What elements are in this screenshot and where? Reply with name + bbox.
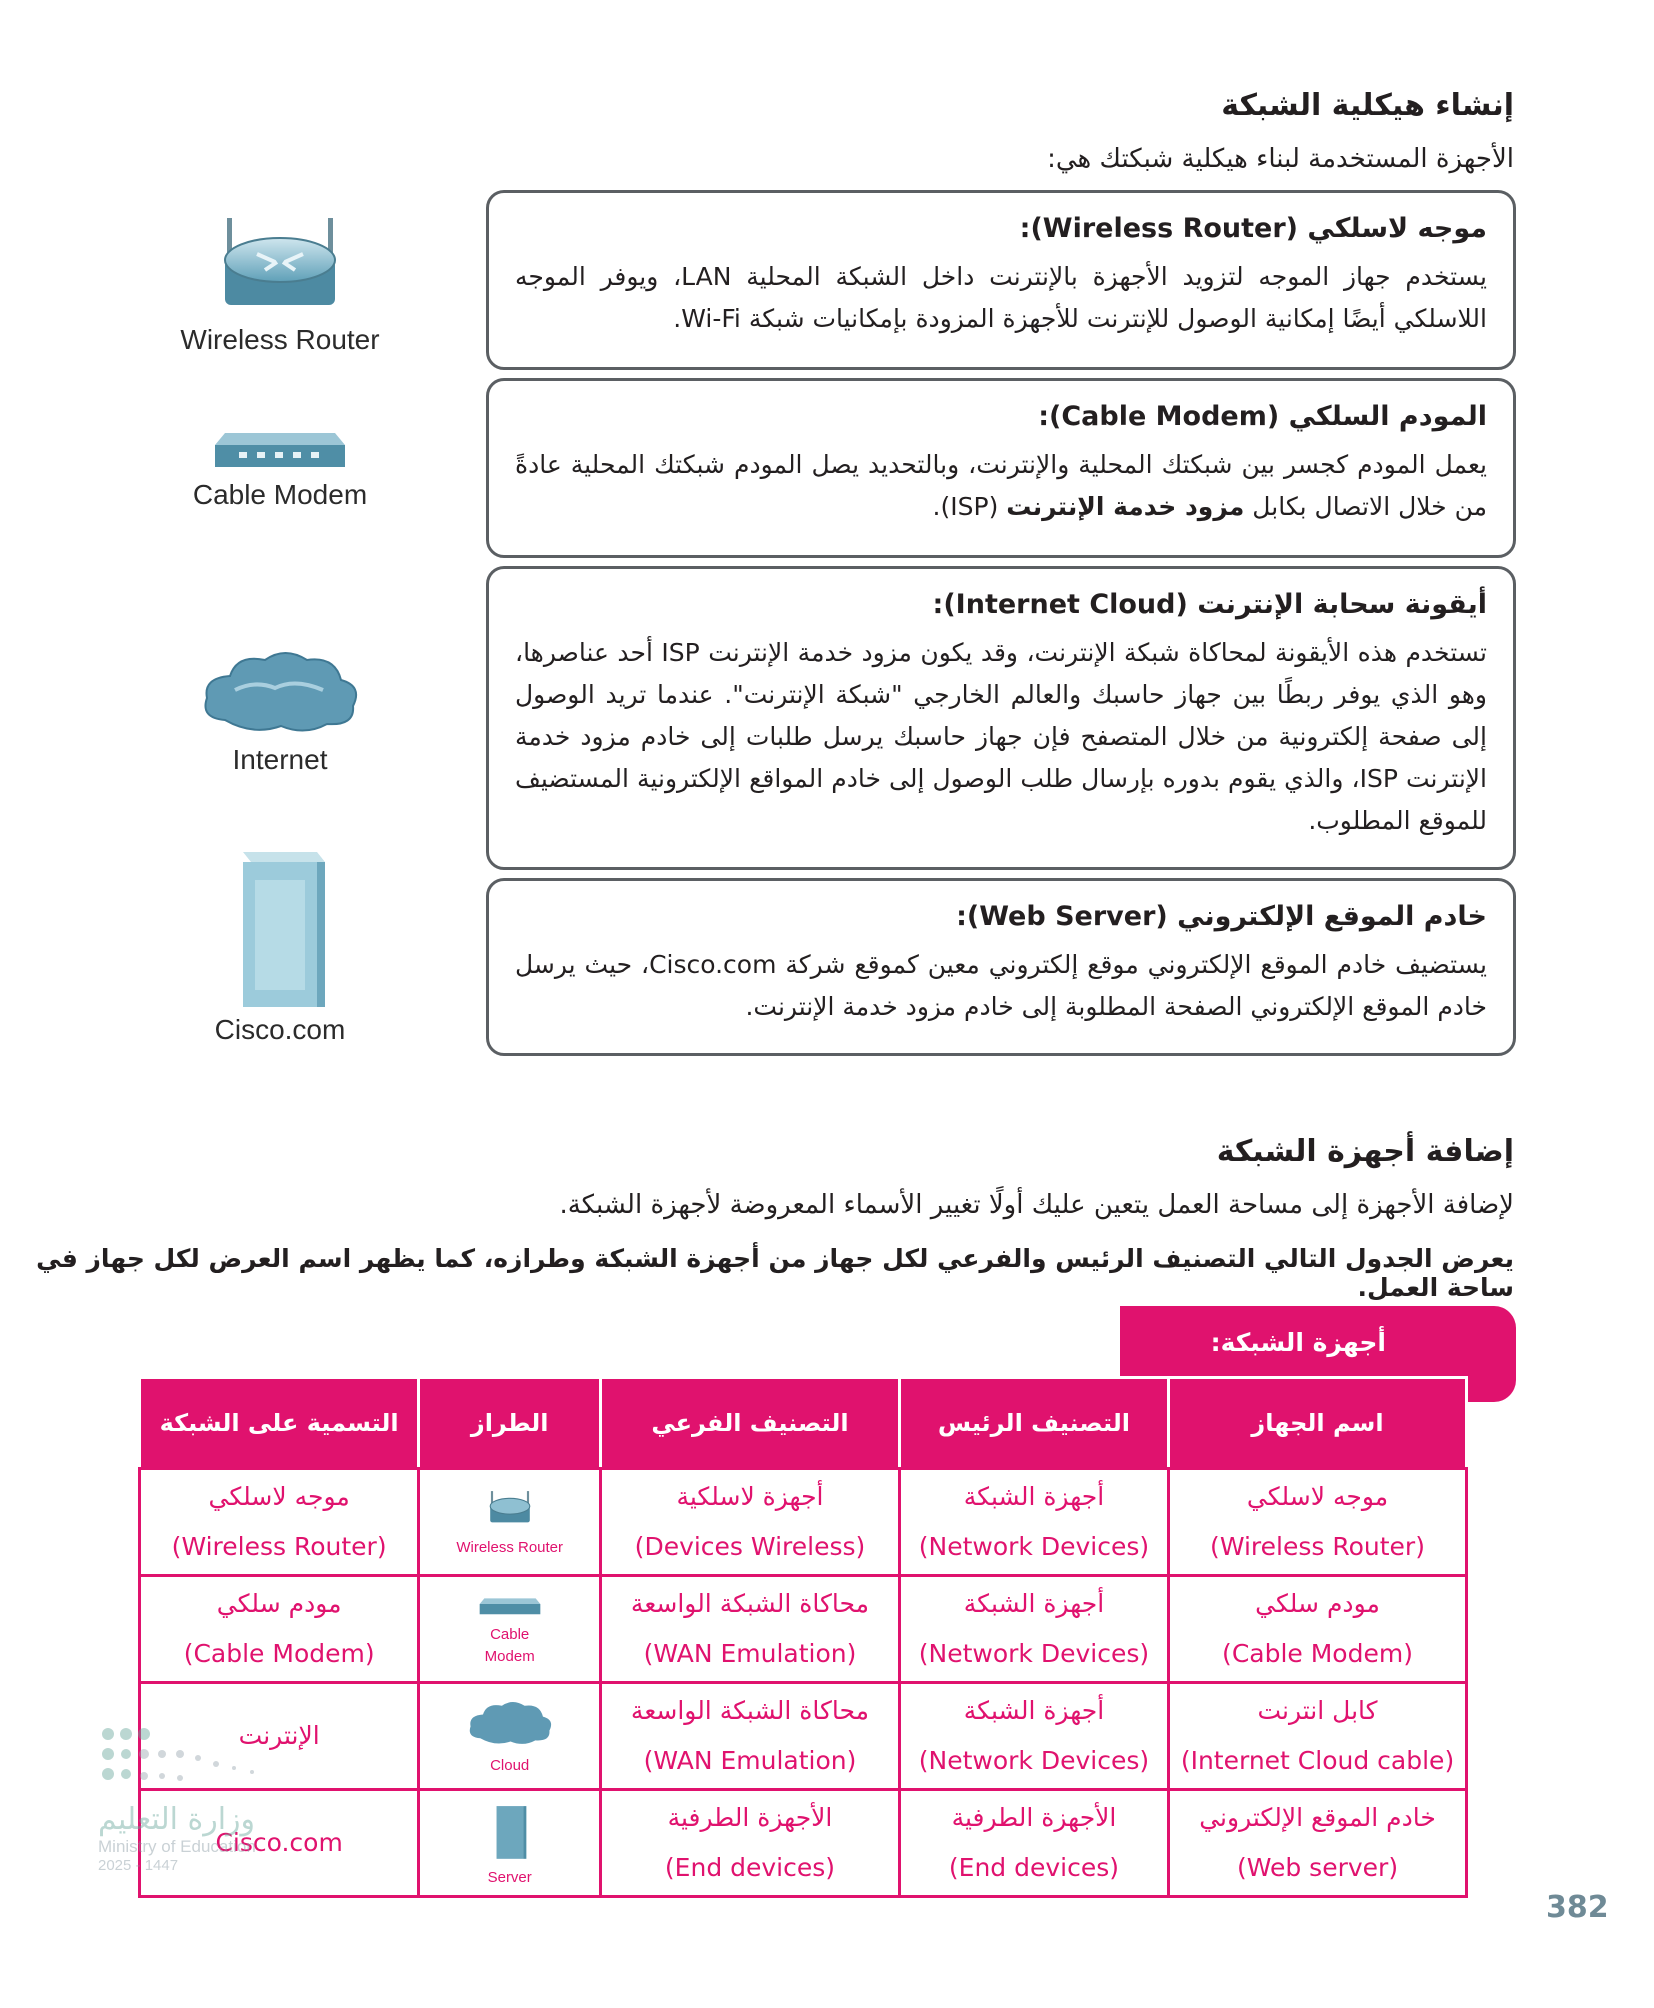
col-sub-category: التصنيف الفرعي: [601, 1378, 900, 1469]
device-body: يستخدم جهاز الموجه لتزويد الأجهزة بالإنترنت داخل الشبكة المحلية LAN، ويوفر الموجه اللاسلكي أيضًا إمكانية الوصول للإنترنت للأجهزة المزودة بإمكانيات شبكة Wi-Fi.: [515, 262, 1487, 333]
cable-modem-icon: [205, 415, 355, 475]
device-body: تستخدم هذه الأيقونة لمحاكاة شبكة الإنترنت، وقد يكون مزود خدمة الإنترنت ISP أحد عناصرها، وهو الذي يوفر ربطًا بين جهاز حاسبك والعالم الخارجي "شبكة الإنترنت". عندما تريد الوصول إلى صفحة إلكترونية من خلال المتصفح فإن جهاز حاسبك يرسل طلبات إلى خادم مزود خدمة الإنترنت ISP، والذي يقوم بدوره بإرسال طلب الوصول إلى خادم المواقع الإلكترونية المستضيف للموقع المطلوب.: [515, 638, 1488, 835]
isp-term: مزود خدمة الإنترنت: [1006, 492, 1245, 521]
model-cell: Cloud: [419, 1683, 601, 1790]
internet-figure: [175, 640, 385, 776]
server-icon: [225, 840, 335, 1010]
table-tab-label: أجهزة الشبكة:: [1120, 1306, 1516, 1402]
device-box-cloud: [486, 566, 1516, 870]
col-device-name: اسم الجهاز: [1169, 1378, 1467, 1469]
model-cell: Wireless Router: [419, 1469, 601, 1576]
model-cell: Cable Modem: [419, 1576, 601, 1683]
page-number: 382: [1546, 1890, 1609, 1925]
device-body: يعمل المودم كجسر بين شبكتك المحلية والإنترنت، وبالتحديد يصل المودم شبكتك المحلية عادةً من خلال الاتصال بكابل مزود خدمة الإنترنت (ISP).: [515, 450, 1487, 521]
wireless-router-figure: [175, 210, 385, 356]
internet-label: Internet: [232, 744, 328, 775]
server-label: Cisco.com: [214, 1014, 346, 1045]
dots-logo-icon: [98, 1720, 278, 1790]
section2-para2: يعرض الجدول التالي التصنيف الرئيس والفرعي لكل جهاز من أجهزة الشبكة وطرازه، كما يظهر اسم العرض لكل جهاز في ساحة العمل.: [36, 1244, 1514, 1302]
cable-modem-label: Cable Modem: [192, 479, 368, 510]
device-box-router: [486, 190, 1516, 370]
ministry-name-ar: وزارة التعليم: [98, 1802, 256, 1837]
device-title: أيقونة سحابة الإنترنت (Internet Cloud):: [932, 589, 1487, 620]
ministry-logo: [98, 1720, 328, 1910]
ministry-year: 2025 - 1447: [98, 1857, 179, 1874]
device-title: خادم الموقع الإلكتروني (Web Server):: [956, 901, 1487, 932]
wireless-router-icon: [205, 210, 355, 320]
device-box-modem: [486, 378, 1516, 558]
col-main-category: التصنيف الرئيس: [899, 1378, 1168, 1469]
cloud-icon: [464, 1695, 556, 1749]
device-title: موجه لاسلكي (Wireless Router):: [1019, 213, 1487, 244]
table-row: مودم سلكي (Cable Modem) أجهزة الشبكة (Network Devices) محاكاة الشبكة الواسعة (WAN Emulation) Cable Modem مودم سلكي (Cable Modem): [140, 1576, 1467, 1683]
section-title-topology: إنشاء هيكلية الشبكة: [1221, 88, 1514, 123]
cable-modem-figure: [175, 415, 385, 511]
col-model: الطراز: [419, 1378, 601, 1469]
table-header-row: [140, 1378, 1467, 1469]
cloud-icon: [195, 640, 365, 740]
device-title: المودم السلكي (Cable Modem):: [1038, 401, 1487, 432]
network-devices-table: [138, 1376, 1468, 1898]
section-title-add-devices: إضافة أجهزة الشبكة: [1216, 1134, 1514, 1169]
wireless-router-label: Wireless Router: [180, 324, 380, 355]
server-icon: [490, 1797, 530, 1861]
model-cell: Server: [419, 1790, 601, 1897]
wireless-router-icon: [483, 1485, 537, 1531]
cable-modem-icon: [468, 1590, 552, 1618]
section-intro: الأجهزة المستخدمة لبناء هيكلية شبكتك هي:: [1047, 144, 1514, 174]
device-box-server: [486, 878, 1516, 1056]
device-body: يستضيف خادم الموقع الإلكتروني موقع إلكتروني معين كموقع شركة Cisco.com، حيث يرسل خادم الموقع الإلكتروني الصفحة المطلوبة إلى خادم مزود خدمة الإنترنت.: [515, 950, 1487, 1021]
section2-para1: لإضافة الأجهزة إلى مساحة العمل يتعين عليك أولًا تغيير الأسماء المعروضة لأجهزة الشبكة.: [559, 1190, 1514, 1220]
table-row: خادم الموقع الإلكتروني (Web server) الأجهزة الطرفية (End devices) الأجهزة الطرفية (End devices) Server Cisco.com: [140, 1790, 1467, 1897]
table-row: كابل انترنت (Internet Cloud cable) أجهزة الشبكة (Network Devices) محاكاة الشبكة الواسعة (WAN Emulation) Cloud الإنترنت: [140, 1683, 1467, 1790]
ministry-name-en: Ministry of Education: [98, 1837, 256, 1856]
col-network-label: التسمية على الشبكة: [140, 1378, 419, 1469]
table-row: موجه لاسلكي (Wireless Router) أجهزة الشبكة (Network Devices) أجهزة لاسلكية (Devices Wireless) Wireless Router موجه لاسلكي (Wireless Router): [140, 1469, 1467, 1576]
server-figure: [175, 840, 385, 1046]
